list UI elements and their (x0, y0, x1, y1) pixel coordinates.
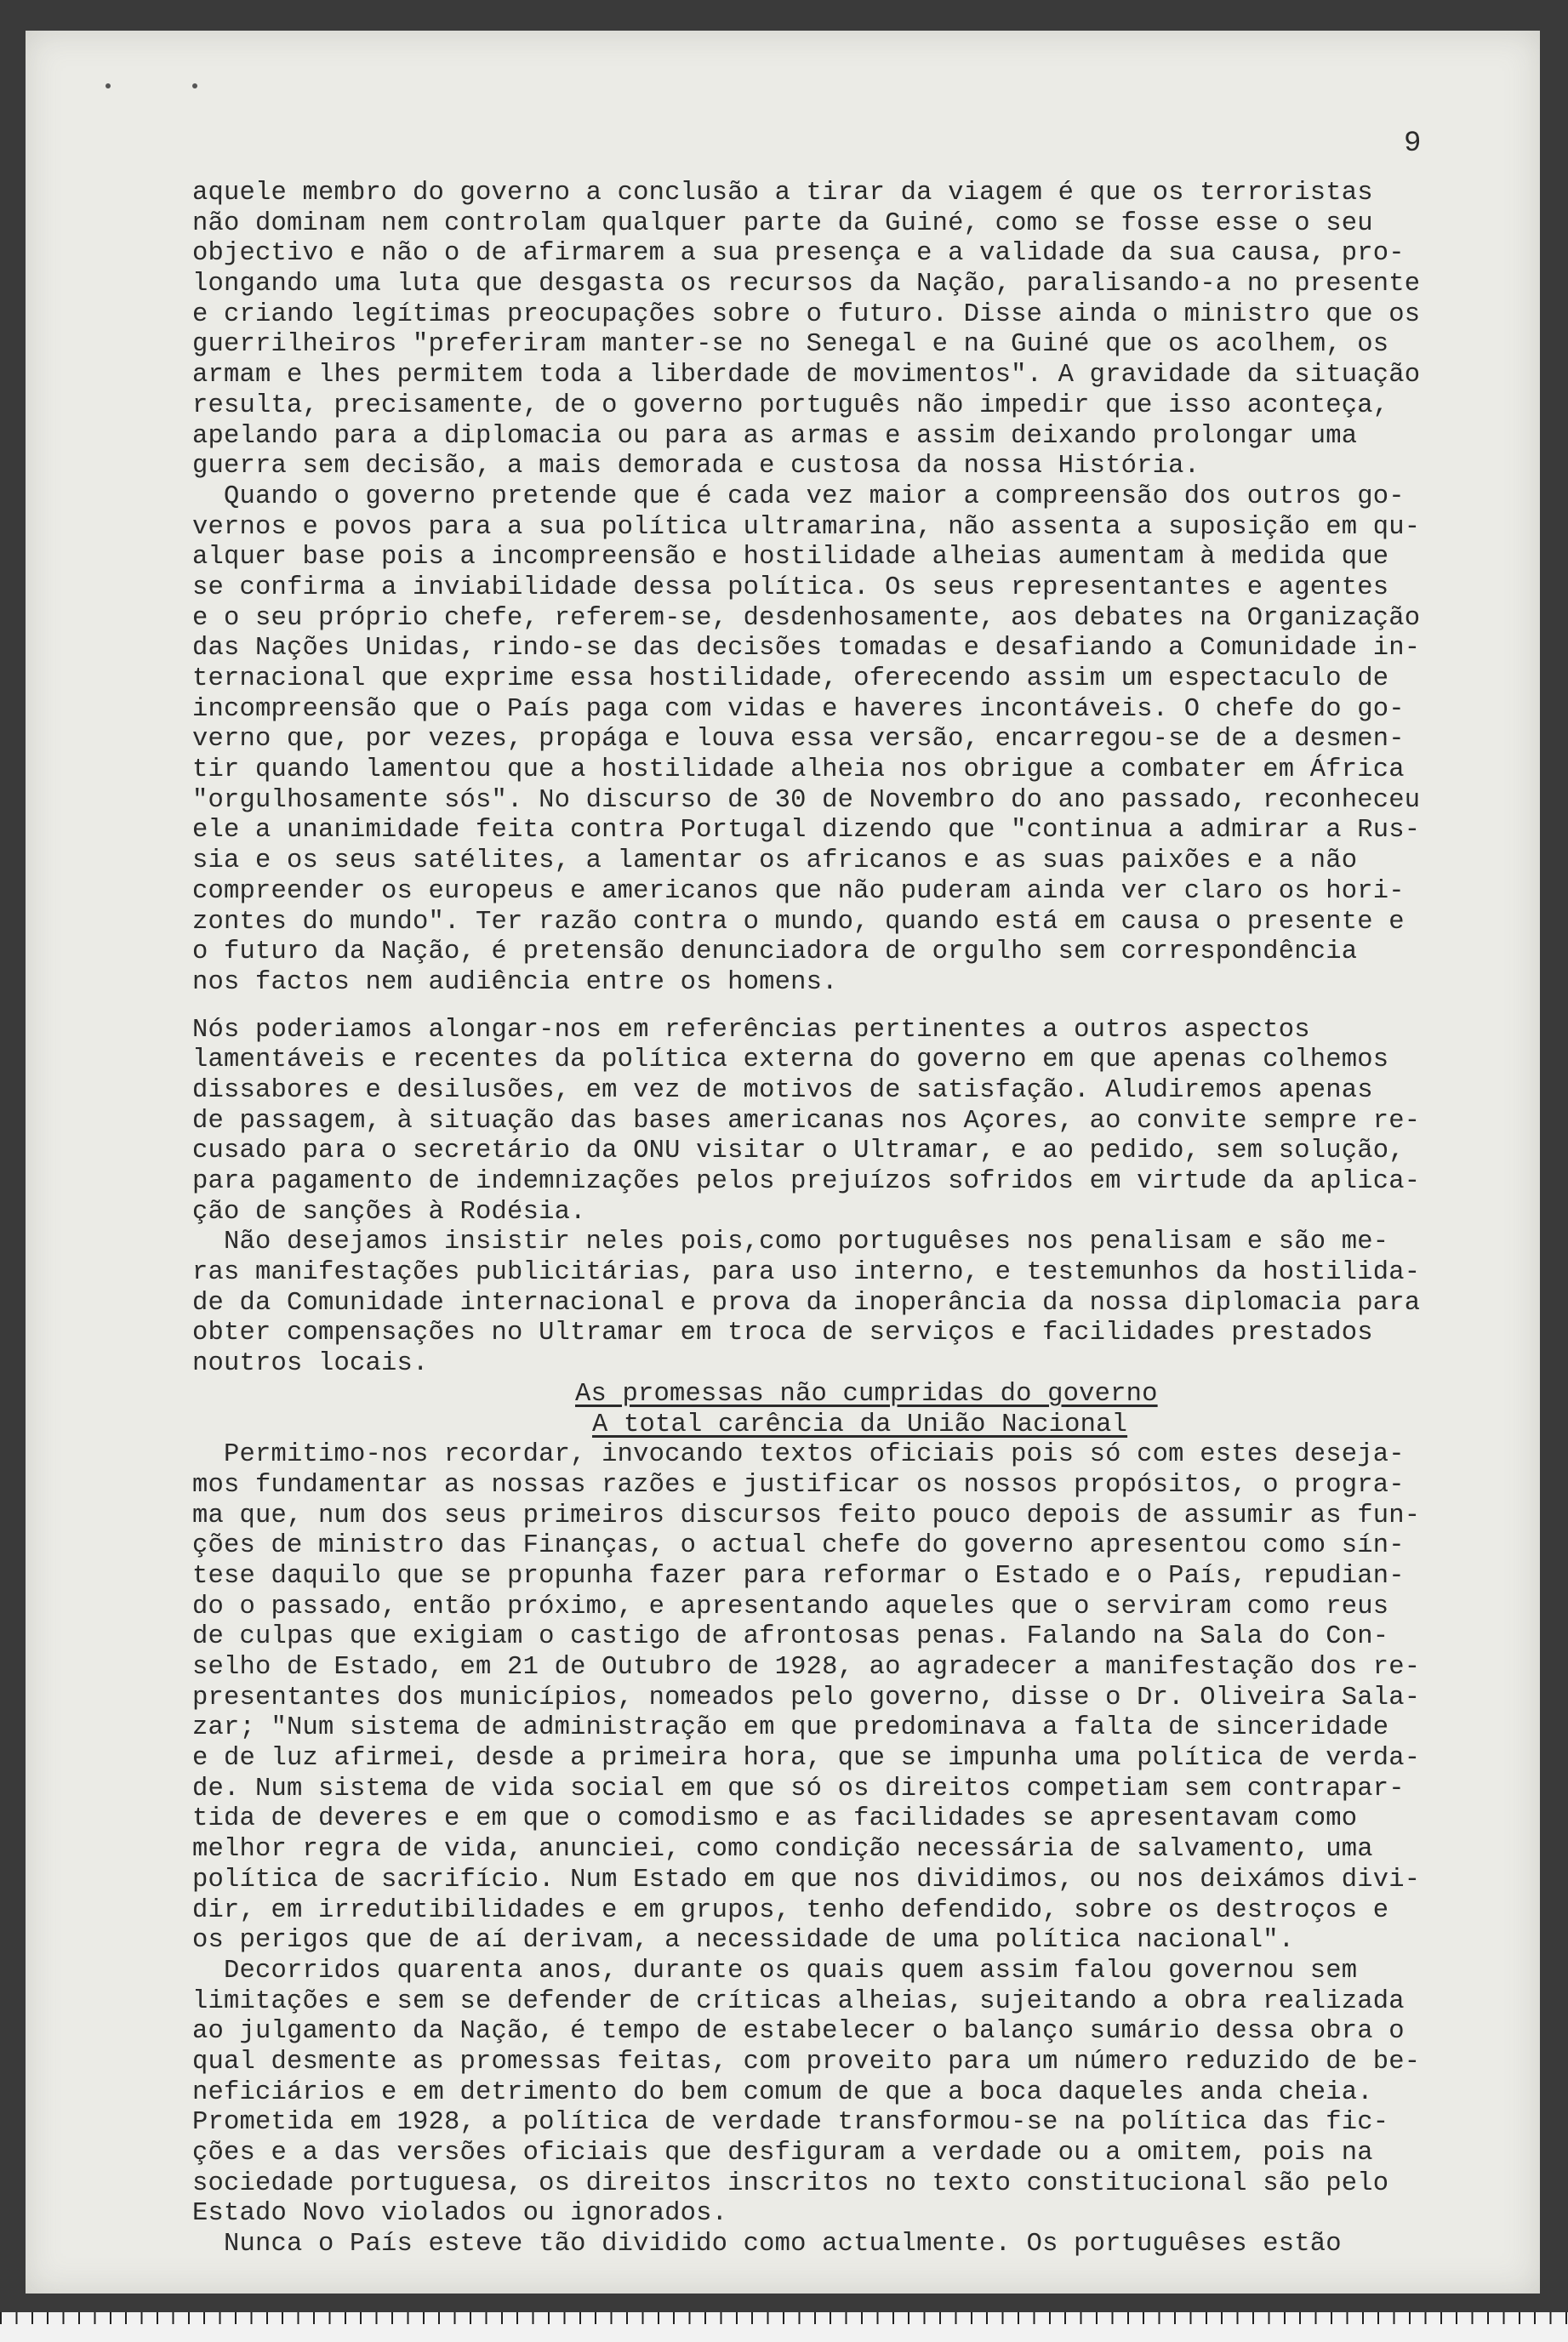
text-line: ções de ministro das Finanças, o actual chefe do governo apresentou como sín- (192, 1531, 1405, 1561)
paragraph-block-2 (192, 1016, 1520, 1380)
text-line: selho de Estado, em 21 de Outubro de 1928, ao agradecer a manifestação dos re- (192, 1653, 1421, 1682)
text-line: dissabores e desilusões, em vez de motivos de satisfação. Aludiremos apenas (192, 1075, 1373, 1105)
text-line: de. Num sistema de vida social em que só os direitos competiam sem contrapar- (192, 1774, 1405, 1804)
section-title: As promessas não cumpridas do governo (575, 1379, 1158, 1409)
text-line: e criando legítimas preocupações sobre o futuro. Disse ainda o ministro que os (192, 299, 1421, 329)
text-line: tese daquilo que se propunha fazer para reformar o Estado e o País, repudian- (192, 1561, 1405, 1591)
paragraph-block-3 (192, 1440, 1520, 2260)
text-line: qual desmente as promessas feitas, com proveito para um número reduzido de be- (192, 2047, 1421, 2077)
text-line: e o seu próprio chefe, referem-se, desdenhosamente, aos debates na Organização (192, 603, 1421, 633)
text-line: e de luz afirmei, desde a primeira hora, que se impunha uma política de verda- (192, 1744, 1421, 1774)
text-line: verno que, por vezes, propága e louva essa versão, encarregou-se de a desmen- (192, 725, 1405, 755)
text-line: melhor regra de vida, anunciei, como condição necessária de salvamento, uma (192, 1835, 1373, 1865)
text-line: se confirma a inviabilidade dessa política. Os seus representantes e agentes (192, 573, 1389, 602)
text-line: lamentáveis e recentes da política externa do governo em que apenas colhemos (192, 1046, 1389, 1075)
text-line: ternacional que exprime essa hostilidade, oferecendo assim um espectaculo de (192, 664, 1389, 693)
scan-ruler (0, 2312, 1568, 2342)
text-line: neficiários e em detrimento do bem comum de que a boca daqueles anda cheia. (192, 2077, 1373, 2107)
paragraph-gap (192, 999, 1520, 1016)
text-line: vernos e povos para a sua política ultramarina, não assenta a suposição em qu- (192, 512, 1421, 542)
text-line: aquele membro do governo a conclusão a tirar da viagem é que os terroristas (192, 179, 1373, 208)
text-line: compreender os europeus e americanos que não puderam ainda ver claro os hori- (192, 876, 1405, 906)
text-line: Decorridos quarenta anos, durante os quais quem assim falou governou sem (192, 1956, 1358, 1986)
text-line: de culpas que exigiam o castigo de afrontosas penas. Falando na Sala do Con- (192, 1622, 1389, 1652)
text-line: resulta, precisamente, de o governo português não impedir que isso aconteça, (192, 390, 1389, 420)
text-line: armam e lhes permitem toda a liberdade de movimentos". A gravidade da situação (192, 361, 1421, 390)
text-line: alquer base pois a incompreensão e hostilidade alheias aumentam à medida que (192, 543, 1389, 573)
text-line: mos fundamentar as nossas razões e justificar os nossos propósitos, o progra- (192, 1470, 1405, 1500)
text-line: tida de deveres e em que o comodismo e as facilidades se apresentavam como (192, 1804, 1358, 1834)
text-line: presentantes dos municípios, nomeados pelo governo, disse o Dr. Oliveira Sala- (192, 1683, 1421, 1712)
ruler-ticks (0, 2312, 1568, 2324)
text-line: sia e os seus satélites, a lamentar os africanos e as suas paixões e a não (192, 846, 1358, 876)
text-line: Nunca o País esteve tão dividido como actualmente. Os portuguêses estão (192, 2230, 1342, 2259)
text-line: obter compensações no Ultramar em troca de serviços e facilidades prestados (192, 1319, 1373, 1348)
text-line: Nós poderiamos alongar-nos em referências pertinentes a outros aspectos (192, 1015, 1310, 1045)
text-line: guerrilheiros "preferiram manter-se no Senegal e na Guiné que os acolhem, os (192, 330, 1389, 360)
text-line: das Nações Unidas, rindo-se das decisões tomadas e desafiando a Comunidade in- (192, 634, 1421, 664)
paragraph-block-1 (192, 179, 1520, 999)
text-line: ele a unanimidade feita contra Portugal dizendo que "continua a admirar a Rus- (192, 816, 1421, 846)
text-line: Prometida em 1928, a política de verdade transformou-se na política das fic- (192, 2108, 1389, 2138)
text-line: ras manifestações publicitárias, para uso interno, e testemunhos da hostilida- (192, 1258, 1421, 1288)
text-line: apelando para a diplomacia ou para as armas e assim deixando prolongar uma (192, 421, 1358, 451)
text-line: do o passado, então próximo, e apresentando aqueles que o serviram como reus (192, 1592, 1389, 1621)
text-line: sociedade portuguesa, os direitos inscritos no texto constitucional são pelo (192, 2168, 1389, 2198)
text-line: não dominam nem controlam qualquer parte da Guiné, como se fosse esse o seu (192, 208, 1373, 238)
text-line: guerra sem decisão, a mais demorada e custosa da nossa História. (192, 452, 1200, 482)
text-line: o futuro da Nação, é pretensão denunciadora de orgulho sem correspondência (192, 937, 1358, 967)
text-line: Estado Novo violados ou ignorados. (192, 2199, 728, 2229)
text-line: política de sacrifício. Num Estado em que nos dividimos, ou nos deixámos divi- (192, 1865, 1421, 1895)
text-line: Permitimo-nos recordar, invocando textos oficiais pois só com estes deseja- (192, 1440, 1405, 1470)
text-line: nos factos nem audiência entre os homens. (192, 967, 838, 997)
text-line: tir quando lamentou que a hostilidade alheia nos obrigue a combater em África (192, 755, 1405, 785)
text-line: limitações e sem se defender de críticas alheias, sujeitando a obra realizada (192, 1986, 1405, 2016)
punch-hole (105, 83, 111, 88)
text-line: cusado para o secretário da ONU visitar o Ultramar, e ao pedido, sem solução, (192, 1137, 1405, 1166)
text-line: ma que, num dos seus primeiros discursos feito pouco depois de assumir as fun- (192, 1501, 1421, 1530)
punch-hole (192, 83, 197, 88)
text-line: objectivo e não o de afirmarem a sua presença e a validade da sua causa, pro- (192, 239, 1405, 269)
text-line: para pagamento de indemnizações pelos prejuízos sofridos em virtude da aplica- (192, 1167, 1421, 1196)
text-line: Quando o governo pretende que é cada vez maior a compreensão dos outros go- (192, 482, 1405, 511)
text-line: Não desejamos insistir neles pois,como portuguêses nos penalisam e são me- (192, 1228, 1389, 1257)
text-line: noutros locais. (192, 1349, 429, 1379)
text-line: incompreensão que o País paga com vidas e haveres incontáveis. O chefe do go- (192, 694, 1405, 724)
page-number: 9 (1404, 128, 1422, 160)
text-line: ções e a das versões oficiais que desfiguram a verdade ou a omitem, pois na (192, 2139, 1373, 2168)
text-line: de da Comunidade internacional e prova da inoperância da nossa diplomacia para (192, 1288, 1421, 1318)
typewritten-text (192, 179, 1520, 2260)
text-line: zar; "Num sistema de administração em que predominava a falta de sinceridade (192, 1713, 1389, 1743)
text-line: "orgulhosamente sós". No discurso de 30 de Novembro do ano passado, reconheceu (192, 785, 1421, 815)
section-subtitle: A total carência da União Nacional (592, 1410, 1128, 1439)
text-line: os perigos que de aí derivam, a necessidade de uma política nacional". (192, 1926, 1295, 1956)
text-line: de passagem, à situação das bases americanas nos Açores, ao convite sempre re- (192, 1106, 1421, 1136)
text-line: dir, em irredutibilidades e em grupos, tenho defendido, sobre os destroços e (192, 1895, 1389, 1925)
text-line: ção de sanções à Rodésia. (192, 1197, 586, 1227)
text-line: longando uma luta que desgasta os recursos da Nação, paralisando-a no presente (192, 270, 1421, 299)
text-line: ao julgamento da Nação, é tempo de estabelecer o balanço sumário dessa obra o (192, 2017, 1405, 2047)
text-line: zontes do mundo". Ter razão contra o mundo, quando está em causa o presente e (192, 907, 1405, 937)
